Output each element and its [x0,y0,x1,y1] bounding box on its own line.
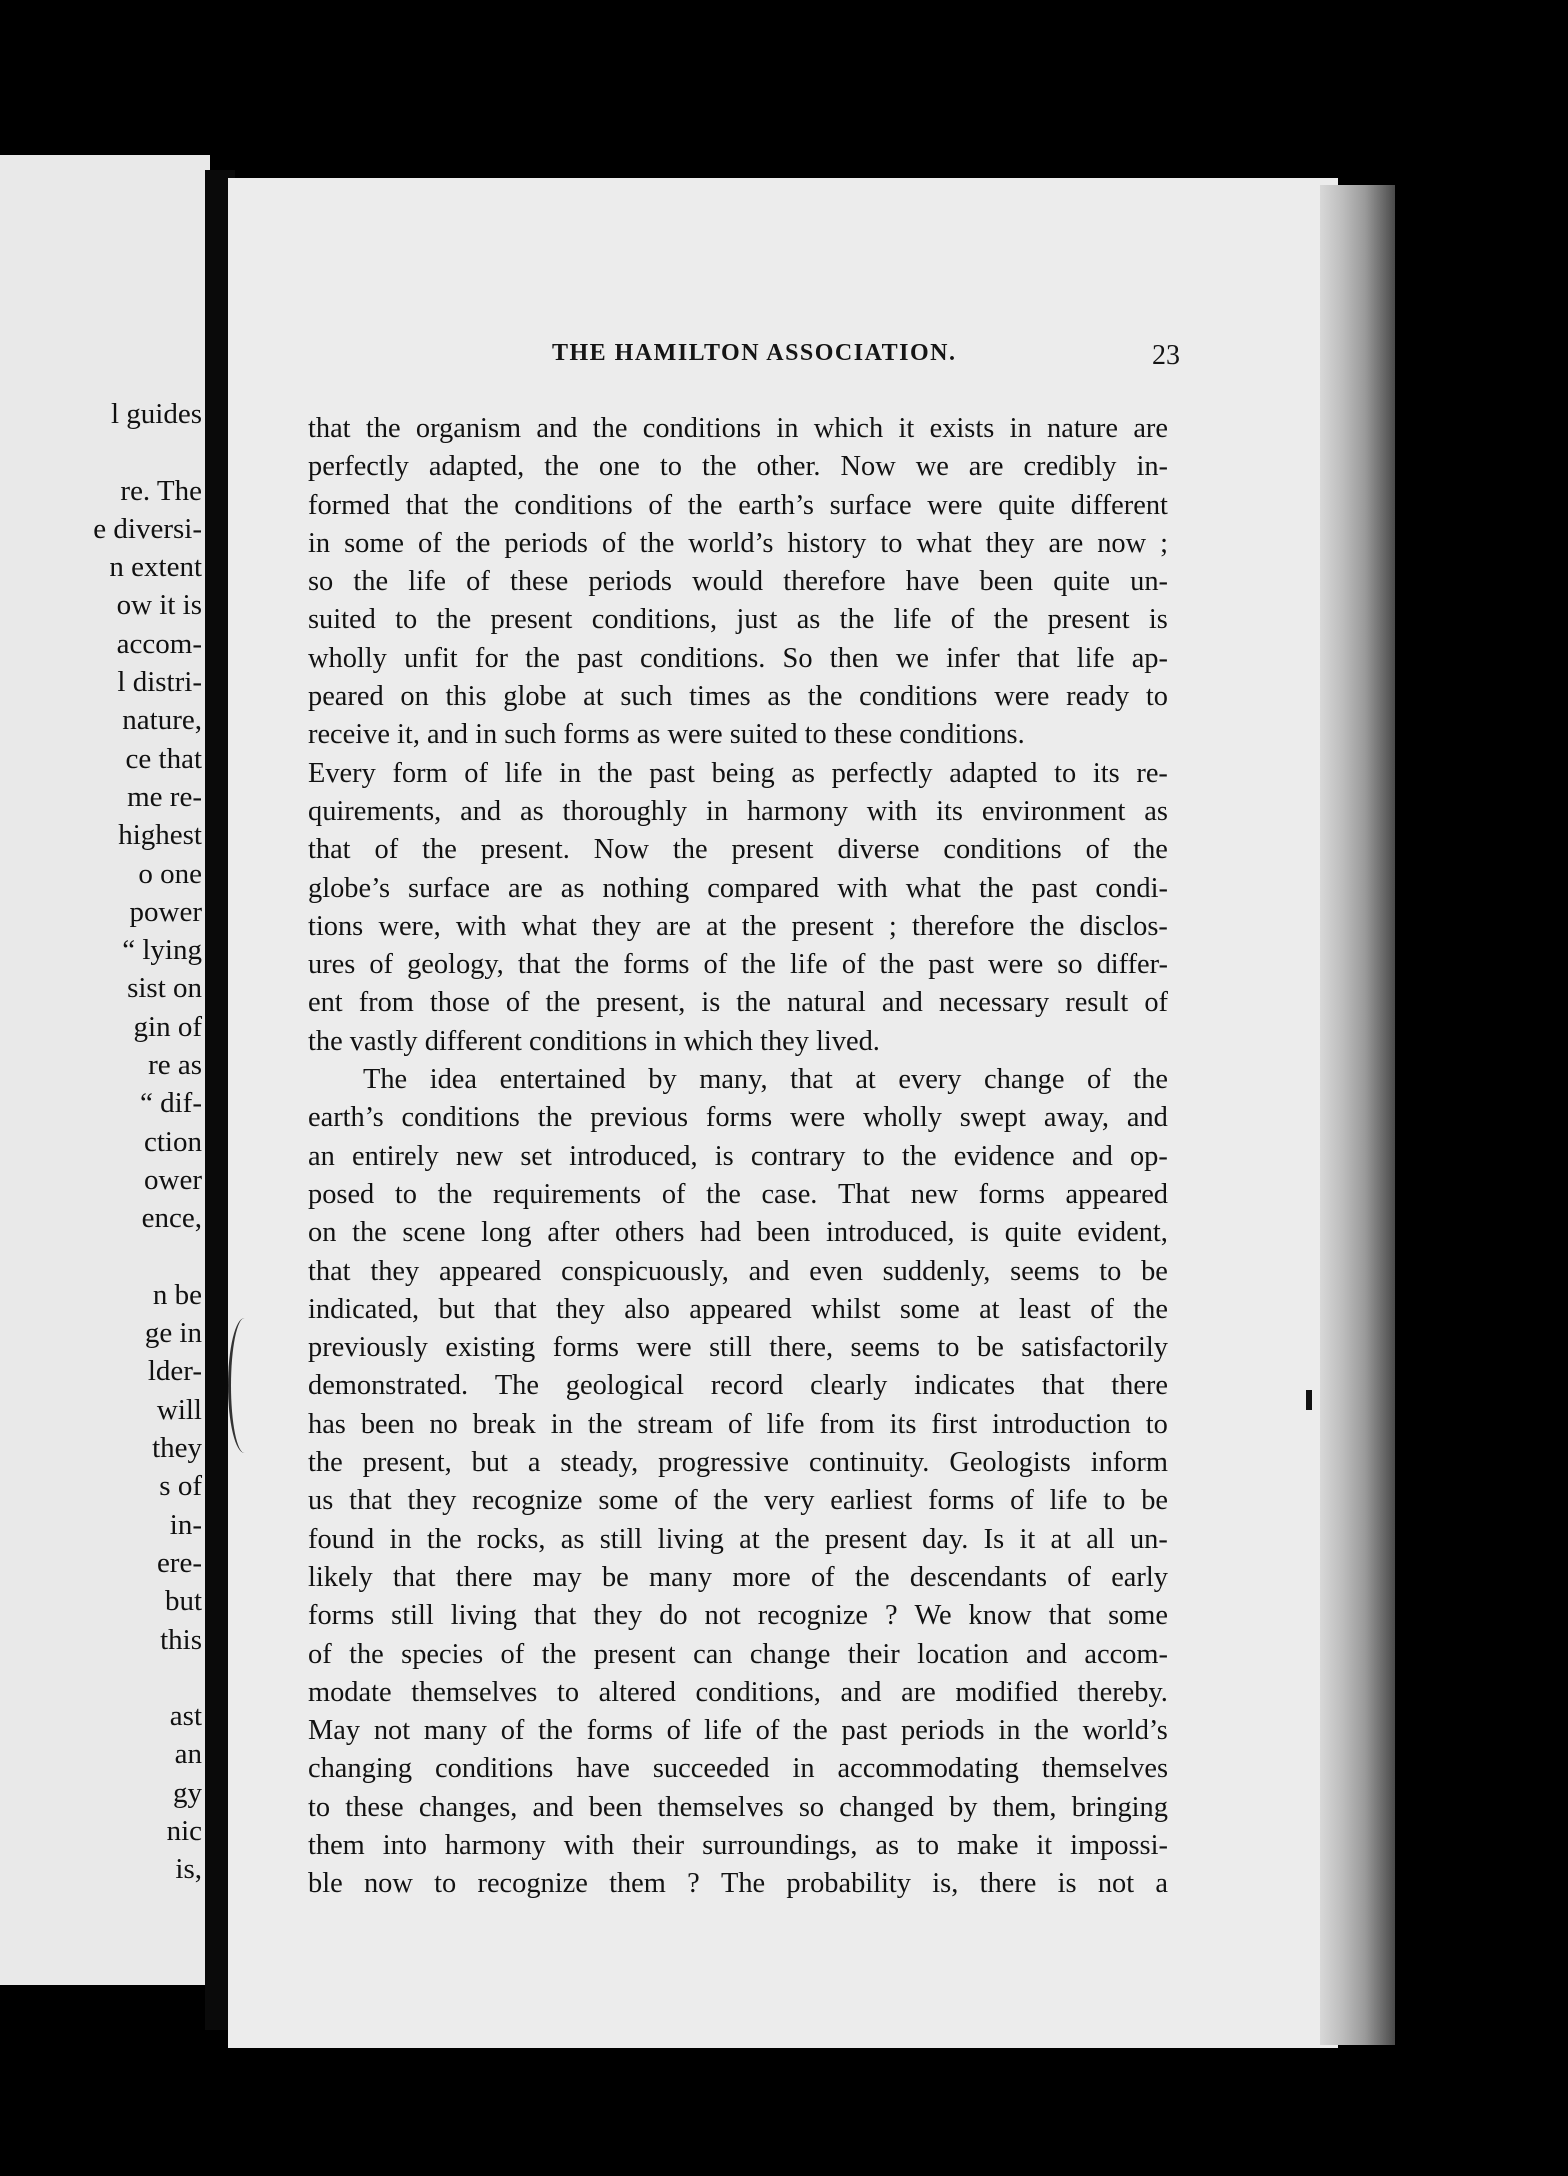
text-line: likely that there may be many more of the descendants of early [308,1561,1168,1593]
previous-page-line: o one [138,857,202,890]
text-line: Every form of life in the past being as perfectly adapted to its re- [308,757,1168,789]
text-line: perfectly adapted, the one to the other. Now we are credibly in- [308,451,1168,483]
previous-page-line: lder- [147,1355,202,1388]
text-line: earth’s conditions the previous forms were wholly swept away, and [308,1102,1168,1134]
text-line: ble now to recognize them ? The probability is, there is not a [308,1868,1168,1900]
previous-page-edge [0,155,210,1985]
text-line: found in the rocks, as still living at the present day. Is it at all un- [308,1523,1168,1555]
margin-pencil-mark [228,1318,261,1453]
previous-page-line: power [129,895,202,928]
text-line: so the life of these periods would therefore have been quite un- [308,566,1168,598]
text-line: May not many of the forms of life of the past periods in the world’s [308,1715,1168,1747]
text-line: demonstrated. The geological record clearly indicates that there [308,1370,1168,1402]
previous-page-line [93,1659,202,1697]
text-line: The idea entertained by many, that at every change of the [363,1064,1168,1096]
previous-page-line: accom- [116,627,202,660]
text-line: the vastly different conditions in which they lived. [308,1025,880,1057]
text-line: ures of geology, that the forms of the life of the past were so differ- [308,949,1168,981]
page-stack-edge [1320,185,1395,2045]
text-line: posed to the requirements of the case. That new forms appeared [308,1178,1168,1210]
previous-page-line: ower [144,1163,202,1196]
previous-page-line: me re- [127,780,202,813]
previous-page-line [93,1238,202,1276]
text-line: that of the present. Now the present diverse conditions of the [308,834,1168,866]
previous-page-line: sist on [127,972,202,1005]
text-line: wholly unfit for the past conditions. So then we infer that life ap- [308,642,1168,674]
previous-page-text [93,395,202,1889]
previous-page-line: but [164,1585,202,1618]
text-line: formed that the conditions of the earth’s surface were quite different [308,489,1168,521]
body-text [308,410,1168,1904]
text-line: tions were, with what they are at the present ; therefore the disclos- [308,910,1168,942]
text-line: to these changes, and been themselves so changed by them, bringing [308,1791,1168,1823]
previous-page-line: ast [169,1700,202,1733]
text-line: on the scene long after others had been introduced, is quite evident, [308,1217,1168,1249]
previous-page-line: re as [148,1049,202,1082]
text-line: peared on this globe at such times as the conditions were ready to [308,681,1168,713]
text-line: of the species of the present can change their location and accom- [308,1638,1168,1670]
text-line: changing conditions have succeeded in accommodating themselves [308,1753,1168,1785]
previous-page-line: ence, [141,1202,202,1235]
previous-page-line: is, [175,1853,202,1886]
text-line: forms still living that they do not recognize ? We know that some [308,1600,1168,1632]
text-line: indicated, but that they also appeared whilst some at least of the [308,1293,1168,1325]
previous-page-line: n extent [109,551,202,584]
previous-page-line: “ dif- [140,1087,202,1120]
previous-page-line: ow it is [116,589,202,622]
previous-page-line: e diversi- [93,512,202,545]
previous-page-line: gy [173,1776,202,1809]
previous-page-line: this [160,1623,202,1656]
previous-page-line: ge in [144,1317,202,1350]
text-line: them into harmony with their surroundings, as to make it impossi- [308,1829,1168,1861]
text-line: has been no break in the stream of life from its first introduction to [308,1408,1168,1440]
text-line: ent from those of the present, is the natural and necessary result of [308,987,1168,1019]
text-line: modate themselves to altered conditions, and are modified thereby. [308,1676,1168,1708]
text-line: us that they recognize some of the very earliest forms of life to be [308,1485,1168,1517]
running-head [400,340,1180,372]
text-line: an entirely new set introduced, is contrary to the evidence and op- [308,1140,1168,1172]
previous-page-line: re. The [120,474,202,507]
previous-page-line: highest [118,819,202,852]
previous-page-line: l guides [110,398,202,430]
previous-page-line: they [152,1432,202,1465]
page-number: 23 [1152,340,1180,371]
text-line: suited to the present conditions, just as the life of the present is [308,604,1168,636]
text-line: receive it, and in such forms as were suited to these conditions. [308,719,1025,751]
previous-page-line: nature, [122,704,202,737]
previous-page-line: ction [144,1125,202,1158]
text-line: previously existing forms were still there, seems to be satisfactorily [308,1332,1168,1364]
previous-page-line: ere- [156,1546,202,1579]
previous-page-line [93,433,202,471]
previous-page-line: an [174,1738,202,1771]
previous-page-line: “ lying [122,934,202,967]
text-line: that the organism and the conditions in which it exists in nature are [308,413,1168,444]
running-head-title: THE HAMILTON ASSOCIATION. [552,340,957,366]
text-line: that they appeared conspicuously, and even suddenly, seems to be [308,1255,1168,1287]
text-line: globe’s surface are as nothing compared with what the past condi- [308,872,1168,904]
previous-page-line: ce that [125,742,202,775]
previous-page-line: will [156,1393,202,1426]
previous-page-line: n be [152,1278,202,1311]
previous-page-line: l distri- [117,666,202,699]
text-line: in some of the periods of the world’s history to what they are now ; [308,527,1168,559]
text-line: quirements, and as thoroughly in harmony with its environment as [308,795,1168,827]
previous-page-line: s of [159,1470,202,1503]
previous-page-line: in- [169,1508,202,1541]
previous-page-line: nic [166,1814,202,1847]
previous-page-line: gin of [133,1010,202,1043]
ink-mark [1306,1390,1312,1410]
text-line: the present, but a steady, progressive continuity. Geologists inform [308,1447,1168,1479]
